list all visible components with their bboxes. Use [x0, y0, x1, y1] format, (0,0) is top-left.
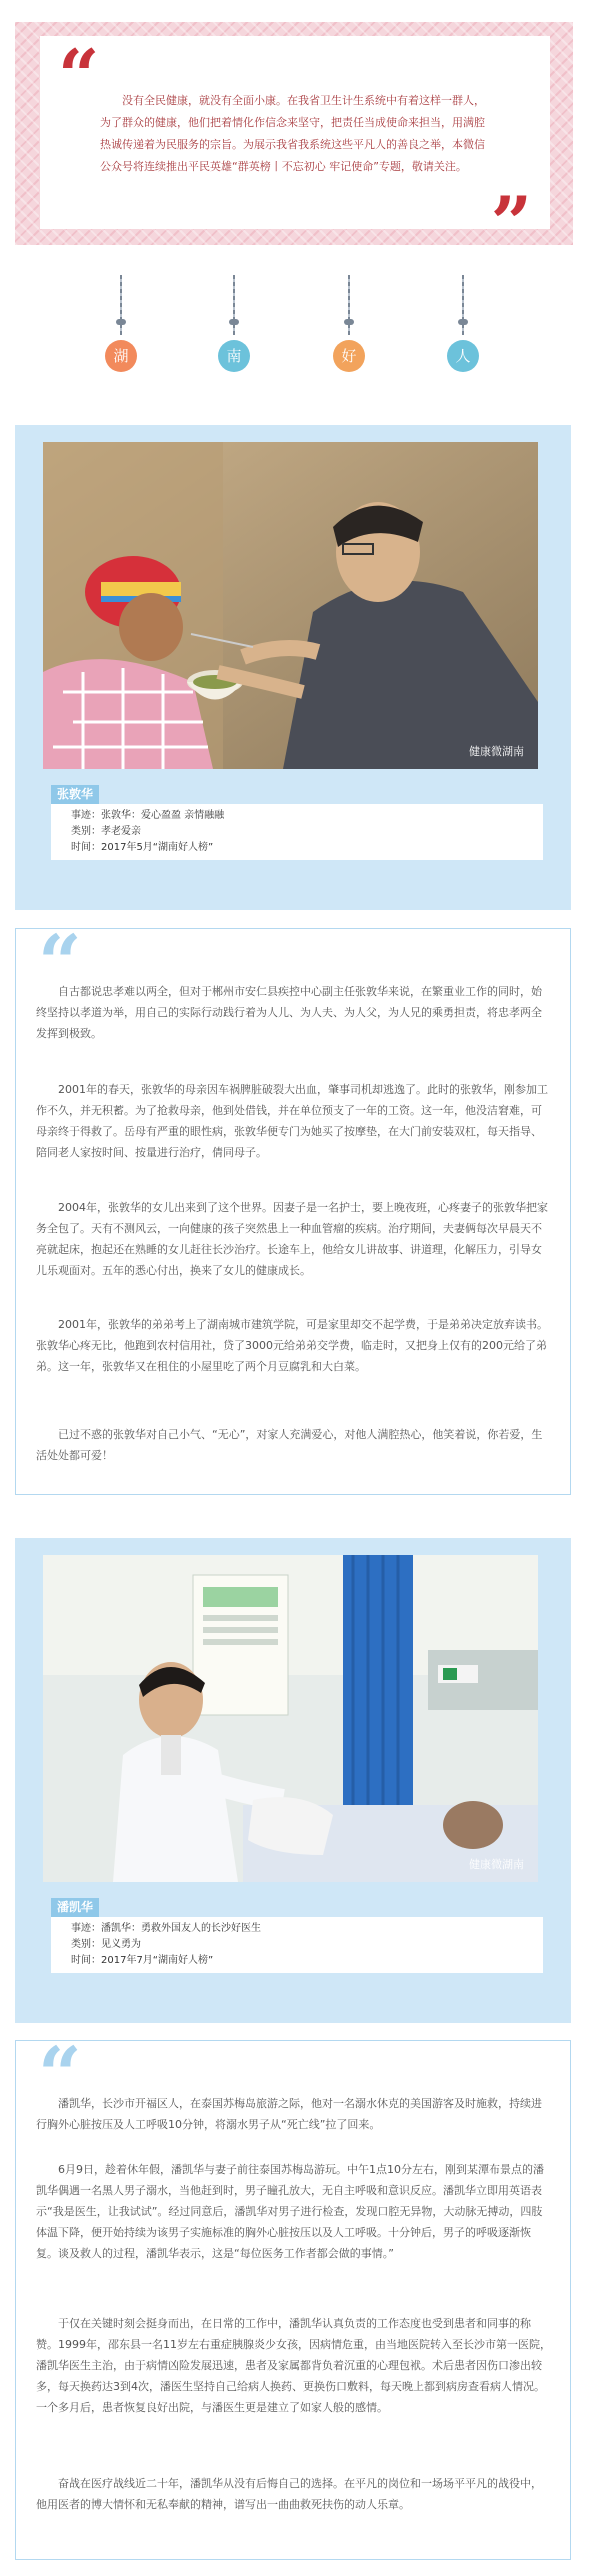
story2-paragraph: 潘凯华，长沙市开福区人，在泰国苏梅岛旅游之际，他对一名溺水休克的美国游客及时施救，持续进行胸外心脏按压及人工呼吸10分钟，将溺水男子从“死亡线”拉了回来。: [36, 2097, 542, 2131]
story1-paragraph: 2001年的春天，张敦华的母亲因车祸脾脏破裂大出血，肇事司机却逃逸了。此时的张敦华，刚参加工作不久，并无积蓄。为了抢救母亲，他到处借钱，并在单位预支了一年的工资。这一年，他没洁窘难，可母亲终于得救了。岳母有严重的眼性病，张敦华便专门为她买了按摩垫，在大门前安装双杠，每天指导、陪同老人家按时间、按量进行治疗，倩同母子。: [36, 1083, 548, 1159]
quote-icon: “: [38, 918, 82, 1007]
story1-info-box: [51, 804, 543, 860]
watermark-text: 健康微湖南: [469, 1858, 524, 1871]
hanger-circle: 湖: [105, 340, 137, 372]
watermark-text: 健康微湖南: [469, 745, 524, 758]
story1-deed: 事迹：张敦华：爱心盈盈 亲情融融: [71, 810, 225, 821]
story1-time: 时间：2017年5月“湖南好人榜”: [71, 842, 214, 853]
story2-photo: [43, 1555, 538, 1882]
close-quote-icon: ”: [490, 180, 532, 265]
hanger-circle: 人: [447, 340, 479, 372]
story2-info-box: [51, 1917, 543, 1973]
story1-paragraph: 自古都说忠孝难以两全，但对于郴州市安仁县疾控中心副主任张敦华来说，在繁重业工作的同时，始终坚持以孝道为举，用自己的实际行动践行着为人儿、为人夫、为人父，为人兄的乘勇担责，将忠孝两全发挥到极致。: [36, 985, 542, 1040]
story1-paragraph: 已过不惑的张敦华对自己小气、“无心”，对家人充满爱心，对他人满腔热心，他笑着说，你若爱，生活处处都可爱！: [36, 1428, 543, 1462]
intro-banner: [15, 22, 573, 265]
hanger-circle: 南: [218, 340, 250, 372]
story2-name-tag: 潘凯华: [51, 1898, 99, 1917]
quote-icon: “: [38, 2030, 82, 2119]
story2-paragraph: 奋战在医疗战线近二十年，潘凯华从没有后悔自己的选择。在平凡的岗位和一场场平平凡的战役中，他用医者的博大情怀和无私奉献的精神，谱写出一曲曲救死扶伤的动人乐章。: [36, 2477, 542, 2511]
story2-paragraph: 6月9日，趁着休年假，潘凯华与妻子前往泰国苏梅岛游玩。中午1点10分左右，刚到某潭布景点的潘凯华偶遇一名黑人男子溺水，当他赶到时，男子瞳孔放大，无自主呼吸和意识反应。潘凯华立即用英语表示“我是医生，让我试试”。经过同意后，潘凯华对男子进行检查，发现口腔无异物，大动脉无搏动，四肢体温下降，便开始持续为该男子实施标准的胸外心脏按压以及人工呼吸。十分钟后，男子的呼吸逐渐恢复。谈及救人的过程，潘凯华表示，这是“每位医务工作者都会做的事情。”: [36, 2163, 544, 2260]
story1-category: 类别：孝老爱亲: [71, 826, 141, 837]
story2-panel: [15, 1538, 571, 2023]
story2-category: 类别：见义勇为: [71, 1939, 141, 1950]
photo-doctor-ward: [43, 1555, 538, 1882]
story2-time: 时间：2017年7月“湖南好人榜”: [71, 1955, 214, 1966]
story1-paragraph: 2001年，张敦华的弟弟考上了湖南城市建筑学院，可是家里却交不起学费，于是弟弟决定放弃读书。张敦华心疼无比，他跑到农村信用社，贷了3000元给弟弟交学费，临走时，又把身上仅有的200元给了弟弟。这一年，张敦华又在租住的小屋里吃了两个月豆腐乳和大白菜。: [36, 1318, 548, 1373]
open-quote-icon: “: [58, 33, 100, 118]
story2-deed: 事迹：潘凯华：勇救外国友人的长沙好医生: [71, 1923, 261, 1934]
story1-article: [15, 918, 571, 1495]
intro-text: 没有全民健康，就没有全面小康。在我省卫生计生系统中有着这样一群人，为了群众的健康，他们把着情化作信念来坚守，把责任当成使命来担当，用满腔热诚传递着为民服务的宗旨。为展示我省我系统这些平凡人的善良之举，本微信公众号将连续推出平民英雄“群英榜丨不忘初心 牢记使命”专题，敬请关注。: [100, 94, 485, 173]
story2-article: [15, 2030, 571, 2560]
hanger-circle: 好: [333, 340, 365, 372]
photo-feeding-elderly: [43, 442, 538, 769]
story1-panel: [15, 425, 571, 910]
story1-photo: [43, 442, 538, 769]
story2-paragraph: 于仅在关键时刻会挺身而出，在日常的工作中，潘凯华认真负责的工作态度也受到患者和同事的称赞。1999年，邵东县一名11岁左右重症胰腺炎少女孩，因病情危重，由当地医院转入至长沙市第一医院，潘凯华医生主治，由于病情凶险发展迅速，患者及家属都背负着沉重的心理包袱。术后患者因伤口渗出较多，每天换药达3到4次，潘医生坚持自己给病人换药、更换伤口敷料，每天晚上都到病房查看病人情况。一个多月后，患者恢复良好出院，与潘医生更是建立了如家人般的感情。: [36, 2317, 551, 2414]
story1-name-tag: 张敦华: [51, 785, 99, 804]
intro-card: [40, 33, 550, 265]
story1-paragraph: 2004年，张敦华的女儿出来到了这个世界。因妻子是一名护士，要上晚夜班，心疼妻子的张敦华把家务全包了。天有不测风云，一向健康的孩子突然患上一种血管瘤的疾病。治疗期间，夫妻俩每次早晨天不亮就起床，抱起还在熟睡的女儿赶往长沙治疗。长途车上，他给女儿讲故事、讲道理，化解压力，引导女儿乐观面对。五年的悉心付出，换来了女儿的健康成长。: [36, 1201, 548, 1277]
